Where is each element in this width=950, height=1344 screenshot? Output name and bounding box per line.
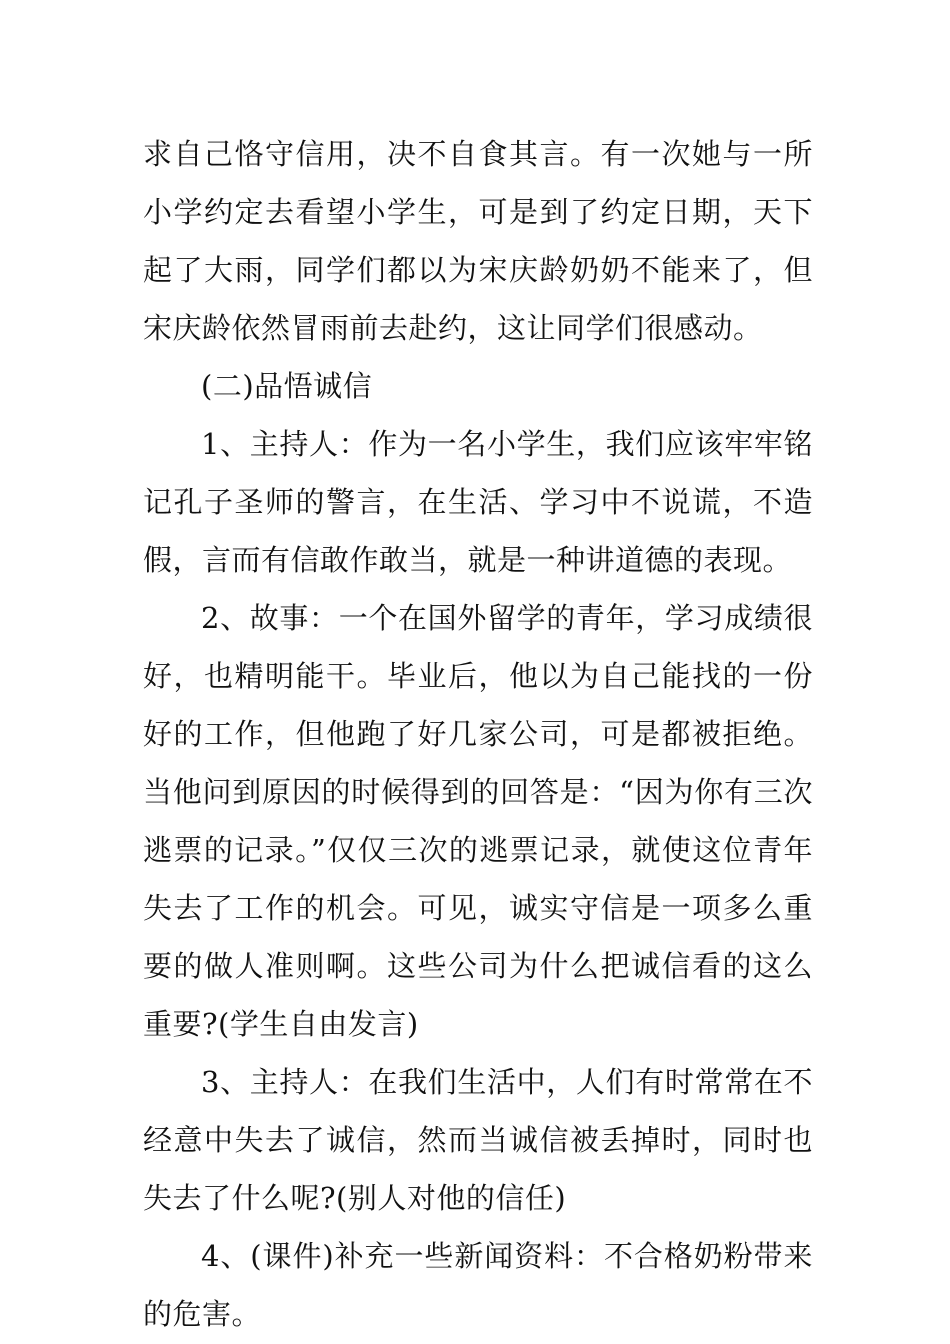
paragraph-3: 2、故事：一个在国外留学的青年，学习成绩很好，也精明能干。毕业后，他以为自己能找的一份好的工作，但他跑了好几家公司，可是都被拒绝。当他问到原因的时候得到的回答是：“因为你有三次逃票的记录。”仅仅三次的逃票记录，就使这位青年失去了工作的机会。可见，诚实守信是一项多么重要的做人准则啊。这些公司为什么把诚信看的这么重要?(学生自由发言): [143, 601, 813, 1041]
section-heading: (二)品悟诚信: [201, 369, 373, 403]
paragraph-2: 1、主持人：作为一名小学生，我们应该牢牢铭记孔子圣师的警言，在生活、学习中不说谎，不造假，言而有信敢作敢当，就是一种讲道德的表现。: [143, 427, 813, 577]
document-body: [143, 125, 813, 1343]
paragraph-4: 3、主持人：在我们生活中，人们有时常常在不经意中失去了诚信，然而当诚信被丢掉时，同时也失去了什么呢?(别人对他的信任): [143, 1065, 813, 1215]
paragraph-1: 求自己恪守信用，决不自食其言。有一次她与一所小学约定去看望小学生，可是到了约定日期，天下起了大雨，同学们都以为宋庆龄奶奶不能来了，但宋庆龄依然冒雨前去赴约，这让同学们很感动。: [143, 137, 813, 345]
paragraph-5: 4、(课件)补充一些新闻资料：不合格奶粉带来的危害。: [143, 1239, 813, 1331]
